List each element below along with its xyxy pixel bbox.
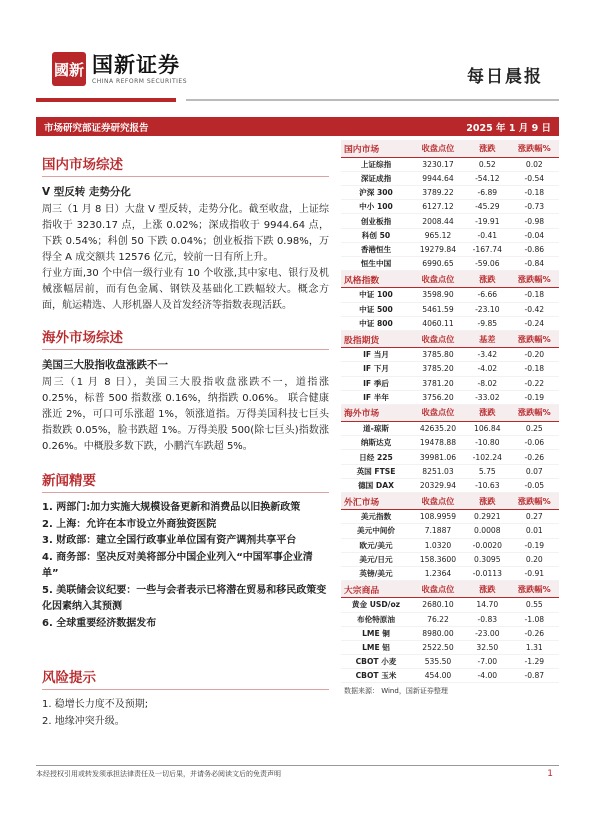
cell-value: 454.00 [411,669,465,683]
cell-value: -0.86 [510,242,559,256]
cell-value: -0.98 [510,214,559,228]
table-row [341,655,559,669]
row-label: 黄金 USD/oz [341,598,411,612]
cell-value: 9944.64 [411,171,465,185]
table-row [341,478,559,492]
row-label: 日经 225 [341,450,411,464]
cell-value: 0.3095 [465,552,510,566]
column-header: 收盘点位 [411,330,465,347]
risk-item: 1. 稳增长力度不及预期; [42,699,149,710]
cell-value: -0.26 [510,450,559,464]
report-category: 市场研究部证券研究报告 [44,122,149,134]
cell-value: 1.0320 [411,538,465,552]
page-number: 1 [547,769,553,779]
cell-value: -0.22 [510,376,559,390]
column-header: 涨跌 [465,404,510,421]
row-label: 纳斯达克 [341,436,411,450]
cell-value: -59.06 [465,257,510,271]
cell-value: -10.63 [465,478,510,492]
cell-value: -0.41 [465,228,510,242]
table-row [341,214,559,228]
section-title: 股指期货 [341,330,411,347]
header-rule [36,98,559,102]
cell-value: 0.02 [510,157,559,171]
cell-value: -0.24 [510,316,559,330]
cell-value: -102.24 [465,450,510,464]
cell-value: -8.02 [465,376,510,390]
cell-value: 2008.44 [411,214,465,228]
row-label: 美元中间价 [341,524,411,538]
row-label: 深证成指 [341,171,411,185]
column-header: 涨跌幅% [510,581,559,598]
cell-value: 6990.65 [411,257,465,271]
brand-logo [52,52,187,86]
column-header: 涨跌 [465,271,510,288]
row-label: 美元/日元 [341,552,411,566]
brand-name: 国新证券 [92,52,180,77]
news-item: 3. 财政部：建立全国行政事业单位国有资产调剂共享平台 [42,535,297,546]
cell-value: -6.66 [465,288,510,302]
cell-value: 2522.50 [411,640,465,654]
row-label: 上证综指 [341,157,411,171]
cell-value: -1.29 [510,655,559,669]
cell-value: -0.83 [465,612,510,626]
news-item: 1. 两部门:加力实施大规模设备更新和消费品以旧换新政策 [42,502,301,513]
logo-mark: 國新 [52,52,86,86]
column-header: 基差 [465,330,510,347]
cell-value: 0.07 [510,464,559,478]
table-section-header [341,581,559,598]
cell-value: 32.50 [465,640,510,654]
cell-value: 39981.06 [411,450,465,464]
risk-item: 2. 地缘冲突升级。 [42,715,125,727]
news-item: 4. 商务部：坚决反对美将部分中国企业列入“中国军事企业清单” [42,551,313,579]
cell-value: 5.75 [465,464,510,478]
cell-value: -9.85 [465,316,510,330]
news-item: 6. 全球重要经济数据发布 [42,617,157,629]
row-label: 恒生中国 [341,257,411,271]
cell-value: 158.3600 [411,552,465,566]
column-header: 收盘点位 [411,581,465,598]
column-header: 涨跌 [465,140,510,157]
row-label: 欧元/美元 [341,538,411,552]
section-title: 外汇市场 [341,493,411,510]
cell-value: 0.52 [465,157,510,171]
column-header: 涨跌幅% [510,140,559,157]
cell-value: 8251.03 [411,464,465,478]
cell-value: 965.12 [411,228,465,242]
cell-value: -0.18 [510,186,559,200]
cell-value: 14.70 [465,598,510,612]
cell-value: -0.06 [510,436,559,450]
row-label: 英国 FTSE [341,464,411,478]
row-label: 英镑/美元 [341,566,411,580]
row-label: CBOT 小麦 [341,655,411,669]
row-label: IF 下月 [341,362,411,376]
cell-value: -0.73 [510,200,559,214]
doc-type: 每日晨报 [467,67,543,87]
row-label: IF 季后 [341,376,411,390]
header-bar [36,117,559,136]
cell-value: 0.0008 [465,524,510,538]
cell-value: 3781.20 [411,376,465,390]
cell-value: 0.01 [510,524,559,538]
cell-value: 8980.00 [411,626,465,640]
row-label: 香港恒生 [341,242,411,256]
cell-value: -23.00 [465,626,510,640]
row-label: CBOT 玉米 [341,669,411,683]
cell-value: 3789.22 [411,186,465,200]
table-section-header [341,404,559,421]
cell-value: 3785.80 [411,348,465,362]
table-row [341,316,559,330]
news-item: 2. 上海：允许在本市设立外商独资医院 [42,518,217,530]
row-label: 布伦特原油 [341,612,411,626]
cell-value: -7.00 [465,655,510,669]
column-header: 收盘点位 [411,493,465,510]
table-row [341,257,559,271]
cell-value: -0.42 [510,302,559,316]
table-row [341,186,559,200]
cell-value: 0.27 [510,510,559,524]
domestic-para-1: 周三（1 月 8 日）大盘 V 型反转，走势分化。截至收盘，上证综指收于 3230.17 点，上涨 0.02%；深成指收于 9944.64 点，下跌 0.54%；科创 50 下跌 0.04%；创业板指下跌 0.98%，万得全 A 成交额共 12576 亿元，较前一日有所上升。 [42,204,329,263]
column-header: 涨跌幅% [510,330,559,347]
row-label: 中证 500 [341,302,411,316]
disclaimer: 本经授权引用或转发须承担法律责任及一切后果，并请务必阅读文后的免责声明 [36,770,281,778]
table-row [341,450,559,464]
cell-value: 106.84 [465,422,510,436]
table-row [341,524,559,538]
cell-value: -4.02 [465,362,510,376]
cell-value: -54.12 [465,171,510,185]
cell-value: 3785.20 [411,362,465,376]
cell-value: -167.74 [465,242,510,256]
cell-value: 7.1887 [411,524,465,538]
cell-value: -10.80 [465,436,510,450]
main-column [42,140,329,730]
table-row [341,242,559,256]
cell-value: -33.02 [465,390,510,404]
cell-value: -4.00 [465,669,510,683]
table-row [341,362,559,376]
row-label: 创业板指 [341,214,411,228]
overseas-subtitle: 美国三大股指收盘涨跌不一 [42,359,168,371]
column-header: 涨跌幅% [510,404,559,421]
cell-value: -0.91 [510,566,559,580]
cell-value: 108.9959 [411,510,465,524]
table-row [341,288,559,302]
cell-value: 76.22 [411,612,465,626]
news-list [42,500,329,632]
row-label: IF 半年 [341,390,411,404]
cell-value: 19478.88 [411,436,465,450]
row-label: 沪深 300 [341,186,411,200]
cell-value: 5461.59 [411,302,465,316]
domestic-para-2: 行业方面,30 个中信一级行业有 10 个收涨,其中家电、银行及机械涨幅居前，而有色金属、钢铁及基础化工跌幅较大。概念方面，航运精选、人形机器人及首发经济等指数表现活跃。 [42,268,329,311]
table-row [341,376,559,390]
column-header: 涨跌 [465,493,510,510]
cell-value: -0.19 [510,538,559,552]
cell-value: 3756.20 [411,390,465,404]
table-row [341,598,559,612]
section-title: 风格指数 [341,271,411,288]
overseas-para: 周三（1 月 8 日），美国三大股指收盘涨跌不一，道指涨 0.25%，标普 500 指数涨 0.16%，纳指跌 0.06%。 联合健康涨近 2%，可口可乐涨超 1%，领涨道指。万得美国科技七巨头指数跌 0.05%，脸书跌超 1%。万得美股 500(除七巨头)指数涨 0.26%。中概股多数下跌，小鹏汽车跌超 5%。 [42,377,329,452]
cell-value: 0.2921 [465,510,510,524]
cell-value: 20329.94 [411,478,465,492]
table-section-header [341,330,559,347]
cell-value: -0.20 [510,348,559,362]
row-label: 美元指数 [341,510,411,524]
domestic-title: 国内市场综述 [42,153,329,177]
table-row [341,640,559,654]
section-title: 大宗商品 [341,581,411,598]
cell-value: -0.05 [510,478,559,492]
column-header: 涨跌 [465,581,510,598]
overseas-title: 海外市场综述 [42,326,329,350]
column-header: 收盘点位 [411,140,465,157]
cell-value: 1.2364 [411,566,465,580]
table-row [341,228,559,242]
row-label: 中证 800 [341,316,411,330]
table-row [341,464,559,478]
cell-value: 0.25 [510,422,559,436]
cell-value: 42635.20 [411,422,465,436]
row-label: LME 铝 [341,640,411,654]
cell-value: -6.89 [465,186,510,200]
row-label: 道-琼斯 [341,422,411,436]
section-title: 海外市场 [341,404,411,421]
table-row [341,348,559,362]
table-row [341,390,559,404]
cell-value: -0.19 [510,390,559,404]
risk-title: 风险提示 [42,666,329,690]
table-section-header [341,493,559,510]
cell-value: -0.26 [510,626,559,640]
cell-value: 3230.17 [411,157,465,171]
row-label: 科创 50 [341,228,411,242]
footer [36,765,559,779]
data-source: 数据来源： Wind，国新证券整理 [344,687,448,696]
table-row [341,171,559,185]
news-item: 5. 美联储会议纪要：一些与会者表示已将潜在贸易和移民政策变化因素纳入其预测 [42,584,327,612]
cell-value: -0.0113 [465,566,510,580]
cell-value: -0.04 [510,228,559,242]
table-row [341,552,559,566]
table-row [341,510,559,524]
cell-value: -0.87 [510,669,559,683]
cell-value: 0.55 [510,598,559,612]
table-row [341,157,559,171]
row-label: 中小 100 [341,200,411,214]
cell-value: -0.54 [510,171,559,185]
market-table [341,140,559,683]
report-date: 2025 年 1 月 9 日 [466,122,551,134]
domestic-subtitle: V 型反转 走势分化 [42,186,131,198]
row-label: LME 铜 [341,626,411,640]
column-header: 涨跌幅% [510,493,559,510]
column-header: 收盘点位 [411,404,465,421]
table-row [341,669,559,683]
cell-value: -0.0020 [465,538,510,552]
table-row [341,200,559,214]
row-label: 德国 DAX [341,478,411,492]
row-label: IF 当月 [341,348,411,362]
cell-value: 535.50 [411,655,465,669]
cell-value: 0.20 [510,552,559,566]
market-data-sidebar [341,140,559,696]
table-row [341,538,559,552]
cell-value: -0.18 [510,362,559,376]
cell-value: 3598.90 [411,288,465,302]
cell-value: -0.84 [510,257,559,271]
cell-value: 4060.11 [411,316,465,330]
table-row [341,302,559,316]
table-section-header [341,271,559,288]
cell-value: -0.18 [510,288,559,302]
cell-value: -3.42 [465,348,510,362]
news-title: 新闻精要 [42,469,329,493]
table-row [341,566,559,580]
cell-value: -45.29 [465,200,510,214]
table-section-header [341,140,559,157]
column-header: 涨跌幅% [510,271,559,288]
column-header: 收盘点位 [411,271,465,288]
cell-value: -19.91 [465,214,510,228]
table-row [341,626,559,640]
table-row [341,436,559,450]
row-label: 中证 100 [341,288,411,302]
cell-value: -23.10 [465,302,510,316]
brand-name-en: CHINA REFORM SECURITIES [92,77,188,85]
cell-value: -1.08 [510,612,559,626]
table-row [341,422,559,436]
cell-value: 6127.12 [411,200,465,214]
cell-value: 1.31 [510,640,559,654]
table-row [341,612,559,626]
cell-value: 19279.84 [411,242,465,256]
section-title: 国内市场 [341,140,411,157]
cell-value: 2680.10 [411,598,465,612]
